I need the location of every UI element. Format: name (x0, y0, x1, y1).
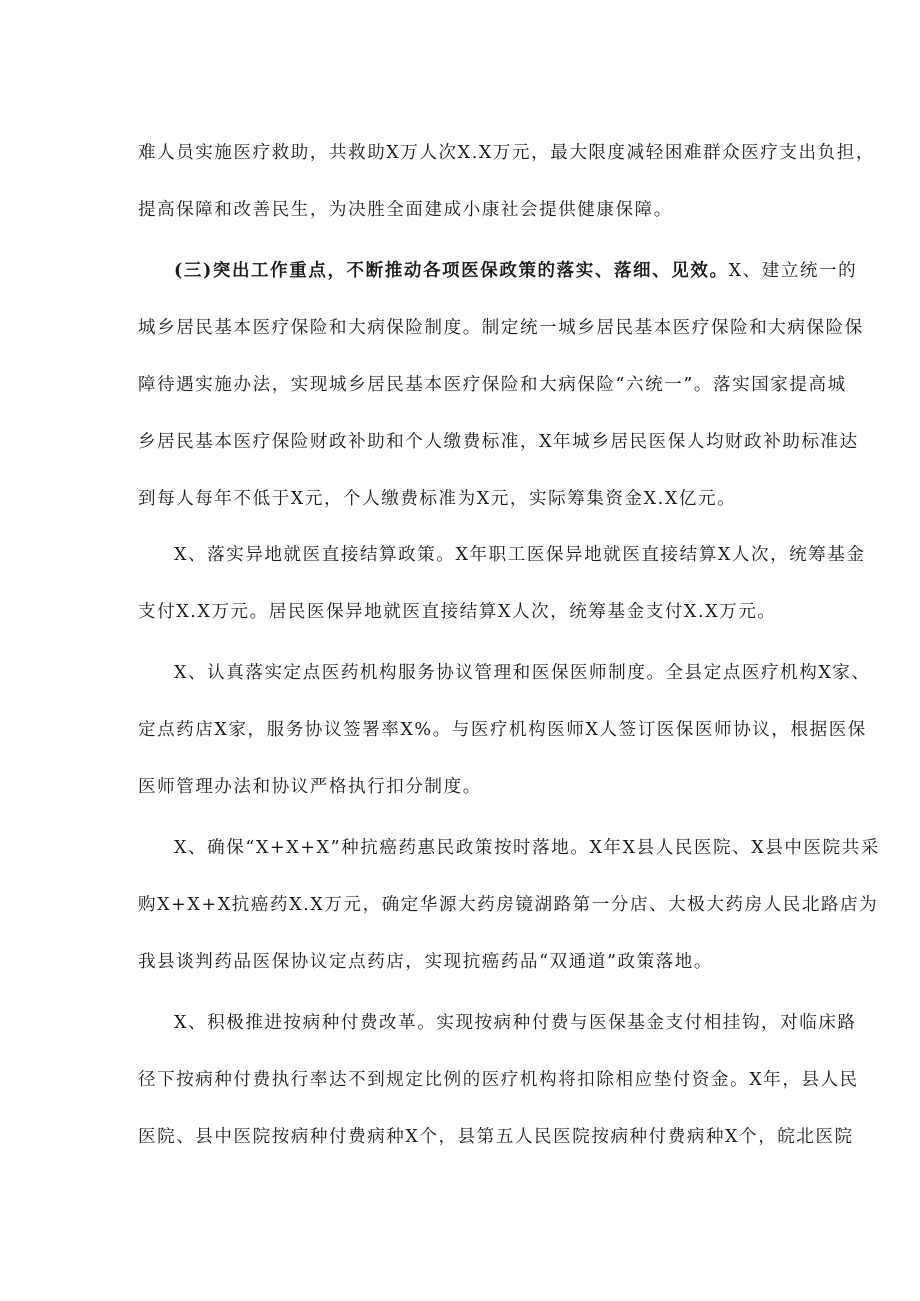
text-line: 医师管理办法和协议严格执行扣分制度。 (138, 777, 482, 797)
text-line: 购X+X+X抗癌药X.X万元，确定华源大药房镜湖路第一分店、大极大药房人民北路店为 (138, 895, 879, 915)
text-line: 医院、县中医院按病种付费病种X个，县第五人民医院按病种付费病种X个，皖北医院 (138, 1127, 854, 1147)
text-fragment: X、建立统一的 (728, 261, 858, 281)
section-heading-line (138, 243, 858, 300)
paragraph-designated-institutions (138, 645, 871, 816)
text-line: X、积极推进按病种付费改革。实现按病种付费与医保基金支付相挂钩，对临床路 (174, 1013, 857, 1033)
text-line: 支付X.X万元。居民医保异地就医直接结算X人次，统筹基金支付X.X万元。 (138, 602, 777, 622)
paragraph-remote-settlement (138, 527, 866, 641)
text-line: 乡居民基本医疗保险财政补助和个人缴费标准，X年城乡居民医保人均财政补助标准达 (138, 432, 859, 452)
text-line: 径下按病种付费执行率达不到规定比例的医疗机构将扣除相应垫付资金。X年，县人民 (138, 1070, 859, 1090)
paragraph-medical-aid (138, 125, 875, 239)
paragraph-disease-payment (138, 995, 859, 1166)
text-line: X、认真落实定点医药机构服务协议管理和医保医师制度。全县定点医疗机构X家、 (174, 663, 871, 683)
text-line: X、落实异地就医直接结算政策。X年职工医保异地就医直接结算X人次，统筹基金 (174, 545, 866, 565)
text-line: 定点药店X家，服务协议签署率X%。与医疗机构医师X人签订医保医师协议，根据医保 (138, 720, 867, 740)
text-line: 难人员实施医疗救助，共救助X万人次X.X万元，最大限度减轻困难群众医疗支出负担， (138, 143, 875, 163)
text-line: 城乡居民基本医疗保险和大病保险制度。制定统一城乡居民基本医疗保险和大病保险保 (138, 318, 864, 338)
section-heading: (三)突出工作重点，不断推动各项医保政策的落实、落细、见效。 (174, 261, 729, 281)
paragraph-section-three (138, 243, 864, 528)
text-line: 我县谈判药品医保协议定点药店，实现抗癌药品“双通道”政策落地。 (138, 952, 713, 972)
text-line: 提高保障和改善民生，为决胜全面建成小康社会提供健康保障。 (138, 200, 673, 220)
text-line: 到每人每年不低于X元，个人缴费标准为X元，实际筹集资金X.X亿元。 (138, 489, 737, 509)
text-line: 障待遇实施办法，实现城乡居民基本医疗保险和大病保险“六统一”。落实国家提高城 (138, 375, 847, 395)
paragraph-anticancer-drugs (138, 820, 880, 991)
text-line: X、确保“X+X+X”种抗癌药惠民政策按时落地。X年X县人民医院、X县中医院共采 (174, 838, 880, 858)
